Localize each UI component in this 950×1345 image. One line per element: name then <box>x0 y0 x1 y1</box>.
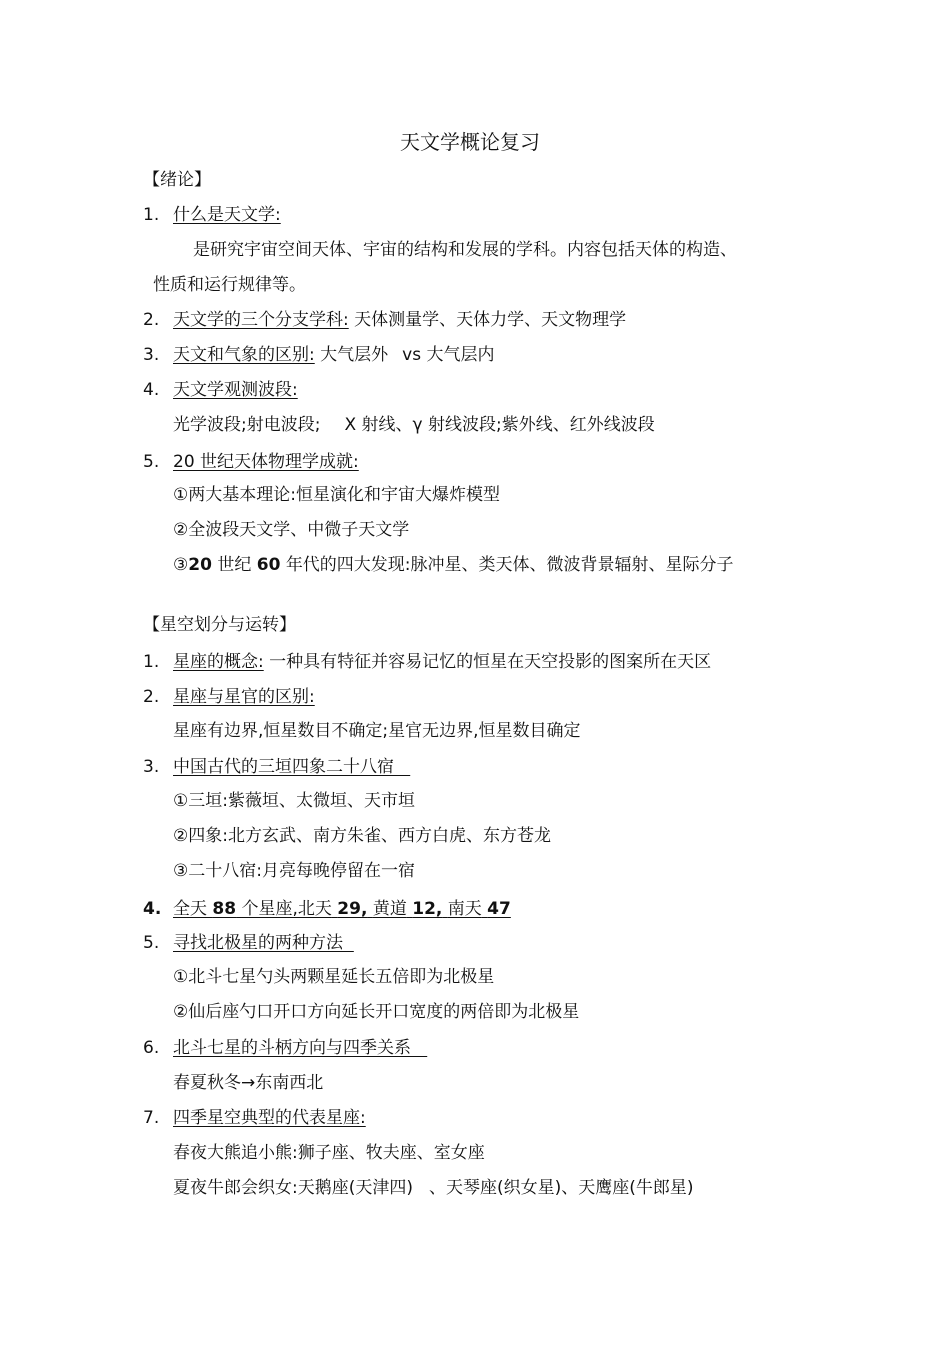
definition-line: 是研究宇宙空间天体、宇宙的结构和发展的学科。内容包括天体的构造、 <box>193 240 737 260</box>
item-label-text: 北斗七星的斗柄方向与四季关系 <box>173 1038 411 1058</box>
section-heading-sky: 【星空划分与运转】 <box>143 615 296 635</box>
item-number: 2. <box>143 687 160 707</box>
achievement-line: ②全波段天文学、中微子天文学 <box>173 520 410 540</box>
ach-text: 年代的四大发现:脉冲星、类天体、微波背景辐射、星际分子 <box>285 555 734 575</box>
bands-line <box>173 413 655 437</box>
item-number: 3. <box>143 757 160 777</box>
count-value: 12, <box>412 899 443 919</box>
item-line <box>173 650 711 674</box>
item-label-text: 寻找北极星的两种方法 <box>173 933 343 953</box>
summer-text: 、天琴座(织女星)、天鹰座(牛郎星) <box>429 1178 694 1198</box>
item-text: 大气层外 <box>320 345 389 365</box>
count-text: 黄道 <box>372 899 407 919</box>
count-text: 全天 <box>173 899 207 919</box>
ancient-line: ②四象:北方玄武、南方朱雀、西方白虎、东方苍龙 <box>173 826 551 846</box>
item-text: 一种具有特征并容易记忆的恒星在天空投影的图案所在天区 <box>269 652 712 672</box>
ancient-line: ③二十八宿:月亮每晚停留在一宿 <box>173 861 415 881</box>
ach-bold: 20 <box>188 555 212 575</box>
count-value: 47 <box>487 899 511 919</box>
season-direction-line: 春夏秋冬→东南西北 <box>173 1073 324 1093</box>
item-label-text: 星座的概念: <box>173 652 264 672</box>
definition-line: 性质和运行规律等。 <box>153 275 306 295</box>
pole-star-line: ②仙后座勺口开口方向延长开口宽度的两倍即为北极星 <box>173 1002 580 1022</box>
page-title: 天文学概论复习 <box>400 130 540 154</box>
count-value: 29, <box>337 899 368 919</box>
item-label-text: 四季星空典型的代表星座: <box>173 1108 366 1128</box>
item-number: 5. <box>143 933 160 953</box>
bands-text: 光学波段;射电波段; <box>173 415 321 435</box>
spring-line: 春夜大熊追小熊:狮子座、牧夫座、室女座 <box>173 1143 485 1163</box>
item-number: 4. <box>143 380 160 400</box>
item-label <box>173 203 281 227</box>
item-label-text: 天文学观测波段: <box>173 380 298 400</box>
constellation-count-line <box>173 897 511 921</box>
item-number: 4. <box>143 899 162 919</box>
item-label-text: 什么是天文学: <box>173 205 281 225</box>
item-label <box>173 1106 366 1130</box>
item-label-text: 天文和气象的区别: <box>173 345 315 365</box>
summer-line <box>173 1176 694 1200</box>
item-number: 2. <box>143 310 160 330</box>
item-label <box>173 931 354 955</box>
item-number: 3. <box>143 345 160 365</box>
item-line <box>173 343 494 367</box>
item-number: 6. <box>143 1038 160 1058</box>
ach-bold: 60 <box>256 555 281 575</box>
pole-star-line: ①北斗七星勺头两颗星延长五倍即为北极星 <box>173 967 495 987</box>
item-label <box>173 450 359 474</box>
achievement-line <box>173 553 734 577</box>
count-text: 个星座,北天 <box>241 899 332 919</box>
item-label-text: 星座与星官的区别: <box>173 687 315 707</box>
ach-text: ③ <box>173 555 189 575</box>
achievement-line: ①两大基本理论:恒星演化和宇宙大爆炸模型 <box>173 485 500 505</box>
item-number: 1. <box>143 652 160 672</box>
count-value: 88 <box>212 899 237 919</box>
item-label-text: 中国古代的三垣四象二十八宿 <box>173 757 394 777</box>
count-text: 南天 <box>447 899 482 919</box>
item-label-text: 20 世纪天体物理学成就: <box>173 452 359 472</box>
item-number: 1. <box>143 205 160 225</box>
item-label <box>173 685 315 709</box>
item-line <box>173 308 626 332</box>
difference-line: 星座有边界,恒星数目不确定;星官无边界,恒星数目确定 <box>173 721 581 741</box>
item-text: vs 大气层内 <box>402 345 495 365</box>
item-label-text: 天文学的三个分支学科: <box>173 310 349 330</box>
item-label <box>173 1036 427 1060</box>
item-text: 天体测量学、天体力学、天文物理学 <box>354 310 627 330</box>
ancient-line: ①三垣:紫薇垣、太微垣、天市垣 <box>173 791 415 811</box>
item-label <box>173 755 410 779</box>
summer-text: 夏夜牛郎会织女:天鹅座(天津四) <box>173 1178 413 1198</box>
ach-text: 世纪 <box>217 555 252 575</box>
bands-text: X 射线、γ 射线波段;紫外线、红外线波段 <box>344 415 655 435</box>
item-number: 5. <box>143 452 160 472</box>
section-heading-intro: 【绪论】 <box>143 170 211 190</box>
item-number: 7. <box>143 1108 160 1128</box>
item-label <box>173 378 298 402</box>
